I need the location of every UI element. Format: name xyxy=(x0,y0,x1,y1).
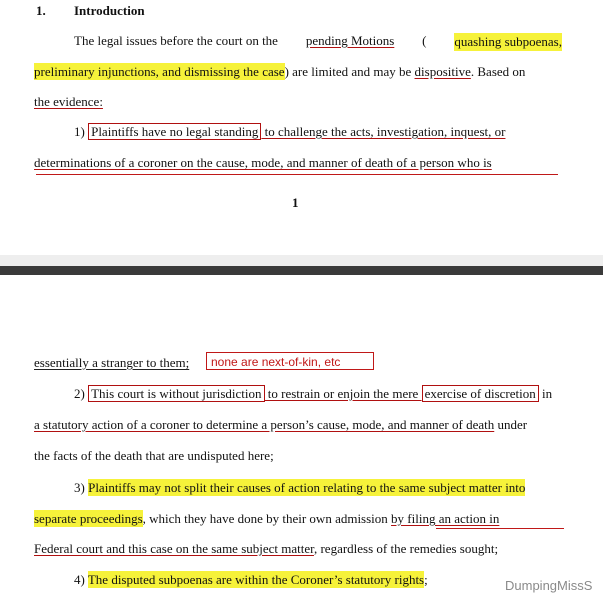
intro-text: . Based on xyxy=(470,64,526,79)
highlight-subpoenas: The disputed subpoenas are within the Coroner’s statutory rights xyxy=(87,572,425,587)
item-text: a statutory action of a coroner to determine a person’s cause, mode, and manner of death xyxy=(34,417,495,432)
item-2-line-1 xyxy=(74,386,552,402)
boxed-standing: Plaintiffs have no legal standing xyxy=(88,123,261,140)
dispositive-text: dispositive xyxy=(414,64,471,79)
intro-line-3: the evidence: xyxy=(34,94,103,109)
filing-text: by filing an action in xyxy=(391,511,500,526)
intro-line-2 xyxy=(34,64,525,80)
item-1-line-2: determinations of a coroner on the cause, mode, and manner of death of a person who is xyxy=(34,155,492,170)
page-separator xyxy=(0,266,603,275)
section-heading: Introduction xyxy=(74,3,145,18)
highlight-quashing: quashing subpoenas, xyxy=(454,34,562,49)
item-4-line-1 xyxy=(74,572,428,588)
intro-text: The legal issues before the court on the xyxy=(74,33,278,48)
item-text: under xyxy=(494,417,528,432)
item-number: 2) xyxy=(74,386,89,401)
intro-line-1 xyxy=(74,33,562,51)
item-3-line-1 xyxy=(74,480,525,496)
item-3-line-2 xyxy=(34,511,499,527)
red-underline xyxy=(436,528,564,529)
intro-text: ) are limited and may be xyxy=(284,64,415,79)
item-text: to restrain or enjoin the mere xyxy=(264,386,422,401)
boxed-discretion: exercise of discretion xyxy=(422,385,539,402)
item-text: ; xyxy=(424,572,428,587)
item-text: in xyxy=(538,386,553,401)
continuation-line: essentially a stranger to them; xyxy=(34,355,190,370)
item-text: Federal court and this case on the same subject matter xyxy=(34,541,314,556)
item-3-line-3 xyxy=(34,541,498,557)
boxed-jurisdiction: This court is without jurisdiction xyxy=(88,385,264,402)
red-underline xyxy=(36,174,558,175)
item-number: 3) xyxy=(74,480,89,495)
item-2-line-3: the facts of the death that are undisputed here; xyxy=(34,448,274,463)
highlight-relief: preliminary injunctions, and dismissing the case xyxy=(34,64,285,79)
section-number: 1. xyxy=(36,3,46,18)
highlight-split: Plaintiffs may not split their causes of action relating to the same subject matter into xyxy=(88,480,526,495)
page-number: 1 xyxy=(292,195,299,210)
item-text: , which they have done by their own admission xyxy=(142,511,392,526)
item-number: 4) xyxy=(74,572,88,587)
page-gap xyxy=(0,255,603,266)
paren-open: ( xyxy=(422,33,427,48)
pending-motions-text: pending Motions xyxy=(305,33,395,48)
watermark: DumpingMissS xyxy=(505,578,593,593)
item-text: to challenge the acts, investigation, inquest, or xyxy=(261,124,506,139)
item-1-line-1 xyxy=(74,124,505,140)
item-2-line-2 xyxy=(34,417,527,433)
annotation-note: none are next-of-kin, etc xyxy=(206,352,374,370)
item-text: , regardless of the remedies sought; xyxy=(313,541,499,556)
highlight-separate: separate proceedings xyxy=(34,511,143,526)
item-number: 1) xyxy=(74,124,89,139)
